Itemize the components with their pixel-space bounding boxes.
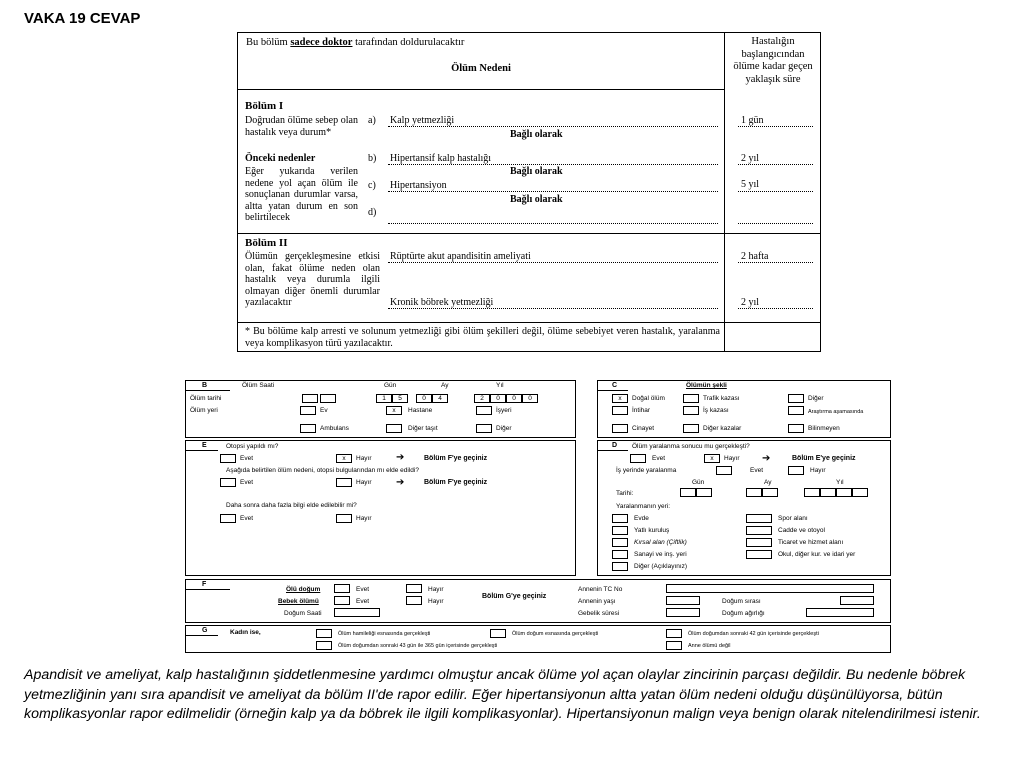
linked-label-2: Bağlı olarak [510,166,563,177]
place-commerce-label: Ticaret ve hizmet alanı [778,539,844,546]
part1-title: Bölüm I [245,100,284,112]
if-woman-label: Kadın ise, [230,629,261,636]
work-injury-yes-checkbox[interactable] [716,466,732,475]
manner-title: Ölümün şekli [686,382,727,389]
place-other-label: Diğer (Açıklayınız) [634,563,688,570]
cause-of-death-form [237,32,821,352]
section-c-label: C [612,382,618,389]
under-investigation-checkbox[interactable] [788,406,804,415]
birth-weight-box[interactable] [806,608,874,617]
month-label: Ay [441,382,449,389]
section-e [185,440,576,576]
more-info-yes-label: Evet [240,515,254,522]
footnote: * Bu bölüme kalp arresti ve solunum yetmezliği gibi ölüm şekilleri değil, ölüme sebebiyet veren hastalık, yaralanma veya komplikasyon türü yazılacaktır. [245,326,720,349]
autopsy-yes-label: Evet [240,455,254,462]
date-digit-box[interactable]: 0 [506,394,522,403]
mother-id-boxes[interactable] [666,584,874,593]
prior-causes-description: Eğer yukarıda verilen nedene yol açan ölüm ile sonuçlanan durumlar varsa, altta yatan durum en son belirtilecek [245,166,358,223]
more-info-no-label: Hayır [356,515,372,522]
birth-weight-label: Doğum ağırlığı [722,610,765,617]
unknown-label: Bilinmeyen [808,425,840,432]
birth-death-label: Ölüm doğum esnasında gerçekleşti [512,631,599,637]
other-place-checkbox[interactable] [476,424,492,433]
injury-yes-checkbox[interactable] [630,454,646,463]
stillbirth-yes-checkbox[interactable] [334,584,350,593]
date-digit-box[interactable]: 0 [490,394,506,403]
date-digit-box[interactable]: 4 [432,394,448,403]
other-vehicle-checkbox[interactable] [386,424,402,433]
prior-causes-title: Önceki nedenler [245,153,316,164]
place-home-label: Evde [634,515,649,522]
place-school-checkbox[interactable] [746,550,772,559]
autopsy-findings-question: Aşağıda belirtilen ölüm nedeni, otopsi bulgularından mı elde edildi? [226,467,419,474]
date-digit-box[interactable]: 0 [522,394,538,403]
work-injury-yes-label: Evet [750,467,764,474]
arrow-icon: ➔ [396,477,405,488]
birth-time-label: Doğum Saati [284,610,322,617]
linked-label-1: Bağlı olarak [510,129,563,140]
stillbirth-no-label: Hayır [428,586,444,593]
place-commerce-checkbox[interactable] [746,538,772,547]
infant-yes-checkbox[interactable] [334,596,350,605]
more-info-yes-checkbox[interactable] [220,514,236,523]
mother-id-label: Annenin TC No [578,586,623,593]
row-a-letter: a) [368,115,376,126]
more-info-no-checkbox[interactable] [336,514,352,523]
suicide-checkbox[interactable] [612,406,628,415]
place-residential-label: Yatlı kuruluş [634,527,670,534]
home-checkbox[interactable] [300,406,316,415]
work-injury-no-label: Hayır [810,467,826,474]
infant-death-label: Bebek ölümü [278,598,319,605]
birth-time-box[interactable] [334,608,380,617]
place-other-checkbox[interactable] [612,562,628,571]
goto-section-f: Bölüm F'ye geçiniz [424,455,488,462]
duration-header: Hastalığın başlangıcından ölüme kadar geçen yaklaşık süre [733,36,813,85]
stillbirth-no-checkbox[interactable] [406,584,422,593]
injury-question: Ölüm yaralanma sonucu mu gerçekleşti? [632,443,750,450]
birth-order-label: Doğum sırası [722,598,761,605]
not-maternal-label: Anne ölümü değil [688,643,731,649]
injury-no-label: Hayır [724,455,740,462]
workplace-label: İşyeri [496,407,512,414]
place-street-label: Cadde ve otoyol [778,527,825,534]
mother-age-box[interactable] [666,596,700,605]
section-d-label: D [612,442,618,449]
section-f [185,579,891,623]
arrow-icon: ➔ [762,453,771,464]
date-digit-box[interactable]: 5 [392,394,408,403]
section-d [597,440,891,576]
part2-cause-1: Rüptürte akut apandisitin ameliyati [390,251,531,262]
date-digit-box[interactable]: 2 [474,394,490,403]
injury-no-checkbox[interactable]: x [704,454,720,463]
under-investigation-label: Araştırma aşamasında [808,409,864,415]
date-digit-box[interactable]: 1 [376,394,392,403]
work-injury-no-checkbox[interactable] [788,466,804,475]
hospital-label: Hastane [408,407,433,414]
traffic-accident-label: Trafik kazası [703,395,740,402]
homicide-checkbox[interactable] [612,424,628,433]
autopsy-yes-checkbox[interactable] [220,454,236,463]
place-school-label: Okul, diğer kur. ve idari yer [778,551,856,558]
cause-title: Ölüm Nedeni [451,63,511,74]
infant-no-label: Hayır [428,598,444,605]
row-a-cause: Kalp yetmezliği [390,115,455,126]
arrow-icon: ➔ [396,452,405,463]
row-b-letter: b) [368,153,377,164]
section-g [185,625,891,653]
row-b-duration: 2 yıl [741,153,760,164]
section-b [185,380,576,438]
injury-date-box[interactable] [680,488,696,497]
traffic-accident-checkbox[interactable] [683,394,699,403]
natural-death-checkbox[interactable]: x [612,394,628,403]
injury-day-label: Gün [692,479,705,486]
workplace-checkbox[interactable] [476,406,492,415]
day-label: Gün [384,382,397,389]
date-digit-box[interactable]: 0 [416,394,432,403]
row-b-cause: Hipertansif kalp hastalığı [390,153,492,164]
injury-yes-label: Evet [652,455,666,462]
work-accident-label: İş kazası [703,407,729,414]
findings-yes-label: Evet [240,479,254,486]
death-place-label: Ölüm yeri [190,407,218,414]
other-place-label: Diğer [496,425,512,432]
infant-no-checkbox[interactable] [406,596,422,605]
work-accident-checkbox[interactable] [683,406,699,415]
goto-section-g: Bölüm G'ye geçiniz [482,593,547,600]
365-day-death-label: Ölüm doğumdan sonraki 43 gün ile 365 gün içerisinde gerçekleşti [338,643,498,649]
gestation-label: Gebelik süresi [578,610,620,617]
form-header: Bu bölüm sadece doktor tarafından doldurulacaktır [246,37,465,48]
findings-no-checkbox[interactable] [336,478,352,487]
part1-description: Doğrudan ölüme sebep olan hastalık veya durum* [245,115,358,138]
part2-title: Bölüm II [245,237,288,249]
injury-date-box[interactable] [836,488,852,497]
row-c-cause: Hipertansiyon [390,180,447,191]
section-b-label: B [202,382,208,389]
row-c-letter: c) [368,180,376,191]
explanation-paragraph: Apandisit ve ameliyat, kalp hastalığının şiddetlenmesine yardımcı olmuştur ancak ölüme yol açan olaylar zincirinin parçası değildir. Bu nedenle böbrek yetmezliğinin yanı sıra apandisit ve ameliyat da bölüm II'de rapor edilir. Eğer hipertansiyonun altta yatan ölüm nedeni olduğu düşünülüyorsa, bütün komplikasyonlar rapor edilmelidir (örneğin kalp ya da böbrek ile ilgili komplikasyonlar). Hipertansiyonun malign veya benign olarak nitelendirilmesi istenir. [24,667,981,722]
other-vehicle-label: Diğer taşıt [408,425,438,432]
other-accidents-checkbox[interactable] [683,424,699,433]
page-title: VAKA 19 CEVAP [24,10,141,27]
injury-date-box[interactable] [696,488,712,497]
place-rural-label: Kırsal alan (Çiftlik) [634,539,687,546]
hour-box-2[interactable] [320,394,336,403]
gestation-box[interactable] [666,608,700,617]
injury-date-box[interactable] [820,488,836,497]
unknown-checkbox[interactable] [788,424,804,433]
365-day-death-checkbox[interactable] [316,641,332,650]
place-street-checkbox[interactable] [746,526,772,535]
place-sports-checkbox[interactable] [746,514,772,523]
other-manner-label: Diğer [808,395,824,402]
homicide-label: Cinayet [632,425,655,432]
place-rural-checkbox[interactable] [612,538,628,547]
place-sports-label: Spor alanı [778,515,808,522]
row-c-duration: 5 yıl [741,179,760,190]
ambulance-checkbox[interactable] [300,424,316,433]
section-c [597,380,891,438]
place-residential-checkbox[interactable] [612,526,628,535]
more-info-question: Daha sonra daha fazla bilgi elde edilebilir mi? [226,502,357,509]
findings-yes-checkbox[interactable] [220,478,236,487]
death-date-label: Ölüm tarihi [190,395,222,402]
part2-cause-2: Kronik böbrek yetmezliği [390,297,494,308]
goto-section-e: Bölüm E'ye geçiniz [792,455,856,462]
injury-date-box[interactable] [804,488,820,497]
injury-year-label: Yıl [836,479,844,486]
stillbirth-yes-label: Evet [356,586,370,593]
ambulance-label: Ambulans [320,425,349,432]
findings-no-label: Hayır [356,479,372,486]
work-injury-label: İş yerinde yaralanma [616,467,677,474]
42-day-death-label: Ölüm doğumdan sonraki 42 gün içerisinde gerçekleşti [688,631,819,637]
section-e-label: E [202,442,207,449]
stillbirth-label: Ölü doğum [286,586,321,593]
place-industry-checkbox[interactable] [612,550,628,559]
injury-date-box[interactable] [762,488,778,497]
injury-month-label: Ay [764,479,772,486]
birth-order-box[interactable] [840,596,874,605]
injury-date-box[interactable] [746,488,762,497]
hour-box-1[interactable] [302,394,318,403]
section-g-label: G [202,627,208,634]
row-d-letter: d) [368,207,377,218]
place-home-checkbox[interactable] [612,514,628,523]
birth-death-checkbox[interactable] [490,629,506,638]
part2-duration-2: 2 yıl [741,297,760,308]
mother-age-label: Annenin yaşı [578,598,616,605]
42-day-death-checkbox[interactable] [666,629,682,638]
pregnancy-death-checkbox[interactable] [316,629,332,638]
hospital-checkbox[interactable]: x [386,406,402,415]
goto-section-f-2: Bölüm F'ye geçiniz [424,479,488,486]
suicide-label: İntihar [632,407,651,414]
autopsy-no-checkbox[interactable]: x [336,454,352,463]
place-industry-label: Sanayi ve inş. yeri [634,551,687,558]
death-time-label: Ölüm Saati [242,382,275,389]
autopsy-no-label: Hayır [356,455,372,462]
injury-date-box[interactable] [852,488,868,497]
injury-place-label: Yaralanmanın yeri: [616,503,671,510]
year-label: Yıl [496,382,504,389]
natural-death-label: Doğal ölüm [632,395,665,402]
pregnancy-death-label: Ölüm hamileliği esnasında gerçekleşti [338,631,431,637]
autopsy-question: Otopsi yapıldı mı? [226,443,279,450]
home-label: Ev [320,407,328,414]
other-accidents-label: Diğer kazalar [703,425,742,432]
part2-duration-1: 2 hafta [741,251,769,262]
part2-description: Ölümün gerçekleşmesine etkisi olan, fakat ölüme neden olan hastalık veya durumla ilgili olmayan diğer önemli durumlar yazılacaktır [245,251,380,308]
row-a-duration: 1 gün [741,115,764,126]
other-manner-checkbox[interactable] [788,394,804,403]
infant-yes-label: Evet [356,598,370,605]
not-maternal-checkbox[interactable] [666,641,682,650]
linked-label-3: Bağlı olarak [510,194,563,205]
section-f-label: F [202,581,207,588]
injury-date-label: Tarihi: [616,490,634,497]
